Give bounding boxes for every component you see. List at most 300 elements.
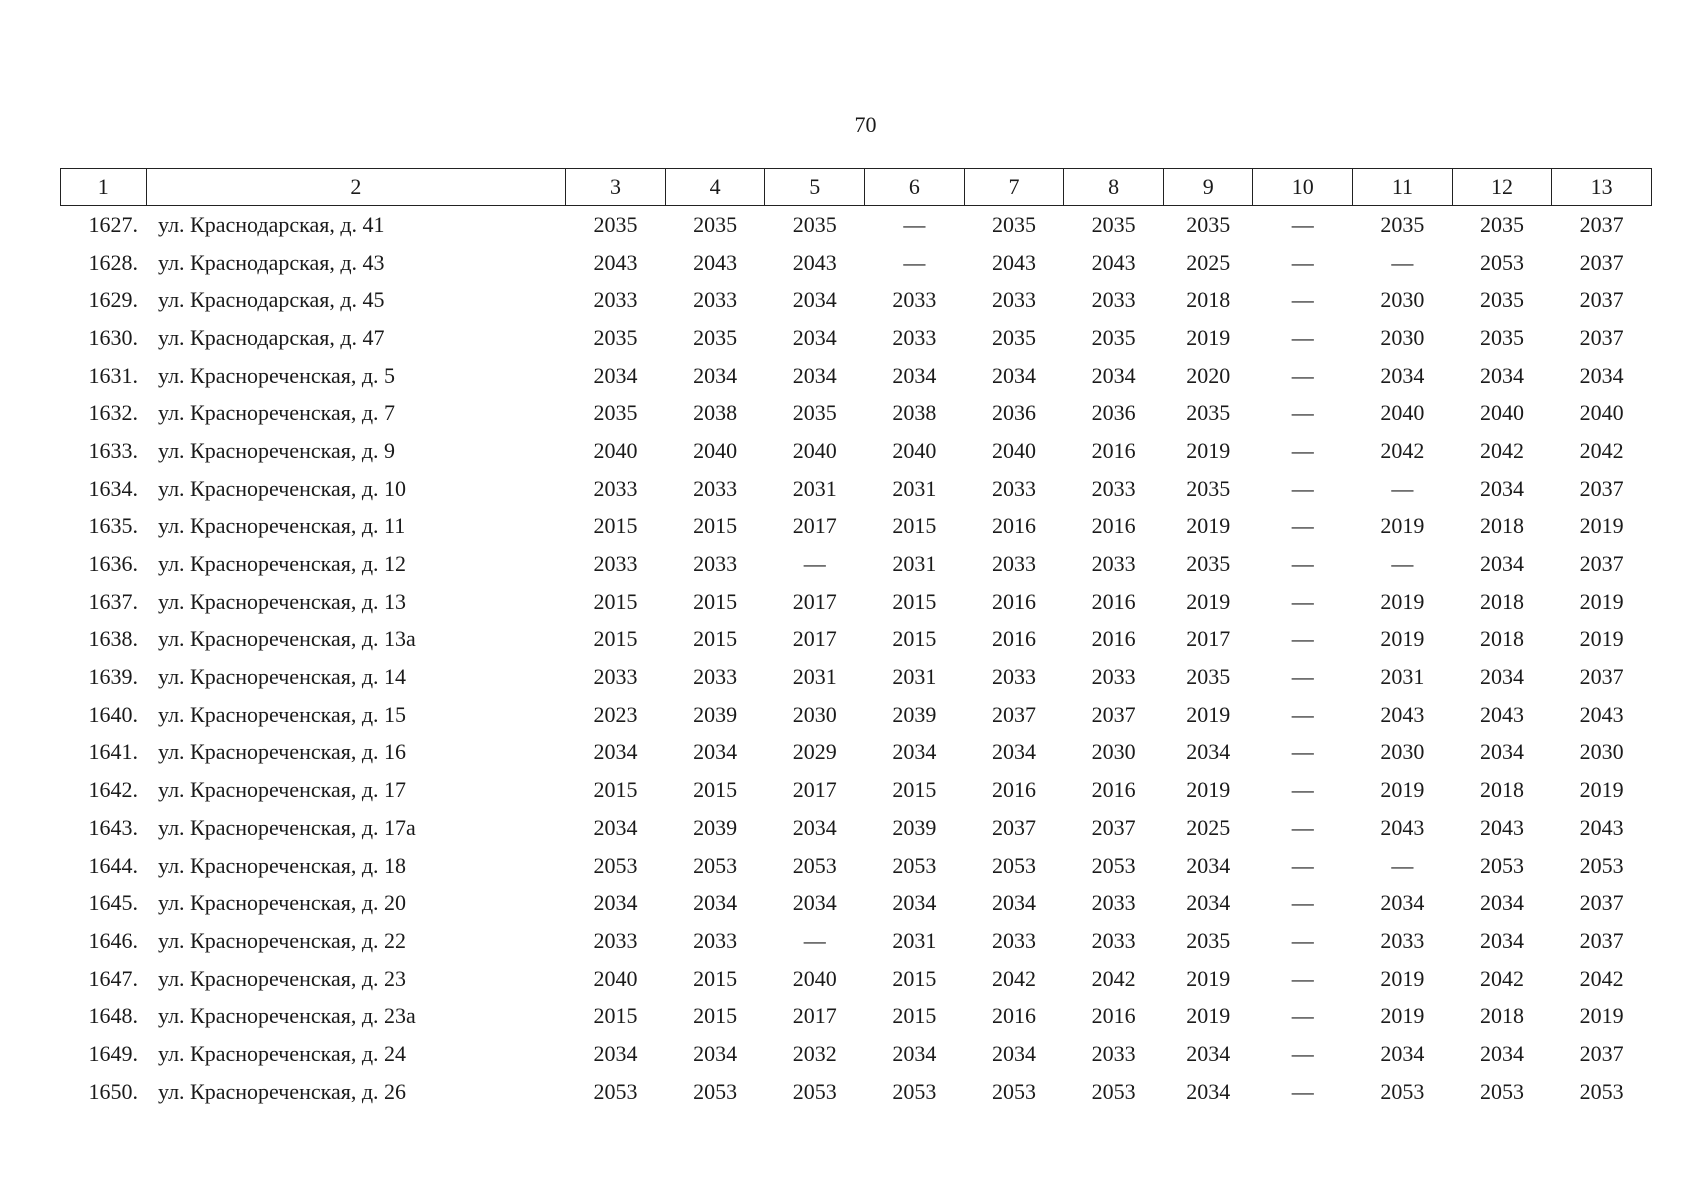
year-cell-col-4: 2035 <box>693 324 738 350</box>
address-cell: ул. Краснодарская, д. 41 <box>158 211 385 237</box>
year-cell-col-4: 2043 <box>693 249 738 275</box>
year-cell-col-6: 2031 <box>892 551 937 577</box>
year-cell-col-7: 2016 <box>991 1003 1036 1029</box>
year-cell-col-6: 2031 <box>892 664 937 690</box>
year-cell-col-10: — <box>1291 890 1314 916</box>
year-cell-col-8: 2016 <box>1091 513 1136 539</box>
year-cell-col-4: 2039 <box>693 701 738 727</box>
year-cell-col-9: 2035 <box>1186 664 1231 690</box>
year-cell-col-6: 2034 <box>892 362 937 388</box>
row-number: 1627. <box>88 211 139 237</box>
year-cell-col-7: 2034 <box>991 890 1036 916</box>
year-cell-col-7: 2016 <box>991 626 1036 652</box>
year-cell-col-7: 2040 <box>991 437 1036 463</box>
year-cell-col-3: 2053 <box>593 852 638 878</box>
column-header: 13 <box>1552 169 1652 206</box>
row-number: 1639. <box>88 664 139 690</box>
year-cell-col-8: 2033 <box>1091 664 1136 690</box>
table-row <box>61 847 1652 885</box>
year-cell-col-5: 2034 <box>792 287 837 313</box>
year-cell-col-7: 2033 <box>991 664 1036 690</box>
year-cell-col-8: 2030 <box>1091 739 1136 765</box>
year-cell-col-13: 2043 <box>1579 701 1624 727</box>
year-cell-col-5: 2053 <box>792 852 837 878</box>
year-cell-col-5: 2034 <box>792 362 837 388</box>
year-cell-col-12: 2034 <box>1480 664 1525 690</box>
table-row <box>61 244 1652 282</box>
year-cell-col-5: 2034 <box>792 324 837 350</box>
row-number: 1628. <box>88 249 139 275</box>
column-header: 6 <box>865 169 965 206</box>
year-cell-col-11: — <box>1391 249 1414 275</box>
year-cell-col-11: 2040 <box>1380 400 1425 426</box>
column-header: 3 <box>566 169 666 206</box>
address-cell: ул. Краснореченская, д. 20 <box>158 890 407 916</box>
row-number: 1640. <box>88 701 139 727</box>
address-cell: ул. Краснореченская, д. 17а <box>158 814 416 840</box>
year-cell-col-3: 2033 <box>593 927 638 953</box>
table-row <box>61 771 1652 809</box>
year-cell-col-3: 2015 <box>593 588 638 614</box>
year-cell-col-12: 2034 <box>1480 927 1525 953</box>
year-cell-col-9: 2019 <box>1186 324 1231 350</box>
year-cell-col-10: — <box>1291 513 1314 539</box>
year-cell-col-4: 2039 <box>693 814 738 840</box>
year-cell-col-5: 2034 <box>792 814 837 840</box>
year-cell-col-12: 2018 <box>1480 1003 1525 1029</box>
year-cell-col-7: 2033 <box>991 551 1036 577</box>
table-row <box>61 658 1652 696</box>
year-cell-col-7: 2034 <box>991 362 1036 388</box>
table-row <box>61 470 1652 508</box>
year-cell-col-13: 2037 <box>1579 211 1624 237</box>
year-cell-col-13: 2037 <box>1579 890 1624 916</box>
year-cell-col-5: 2053 <box>792 1078 837 1104</box>
year-cell-col-9: 2035 <box>1186 475 1231 501</box>
year-cell-col-3: 2034 <box>593 739 638 765</box>
table-row <box>61 432 1652 470</box>
year-cell-col-7: 2036 <box>991 400 1036 426</box>
year-cell-col-7: 2053 <box>991 1078 1036 1104</box>
table-row <box>61 206 1652 244</box>
year-cell-col-10: — <box>1291 324 1314 350</box>
year-cell-col-5: 2017 <box>792 1003 837 1029</box>
year-cell-col-5: 2034 <box>792 890 837 916</box>
year-cell-col-7: 2033 <box>991 927 1036 953</box>
year-cell-col-6: 2031 <box>892 927 937 953</box>
year-cell-col-4: 2015 <box>693 626 738 652</box>
year-cell-col-10: — <box>1291 287 1314 313</box>
year-cell-col-3: 2034 <box>593 814 638 840</box>
year-cell-col-6: — <box>903 211 926 237</box>
year-cell-col-5: 2035 <box>792 400 837 426</box>
year-cell-col-9: 2017 <box>1186 626 1231 652</box>
table-row <box>61 696 1652 734</box>
year-cell-col-5: 2017 <box>792 513 837 539</box>
table-row <box>61 281 1652 319</box>
column-header: 11 <box>1353 169 1453 206</box>
year-cell-col-13: 2037 <box>1579 551 1624 577</box>
year-cell-col-6: 2034 <box>892 1040 937 1066</box>
year-cell-col-5: 2031 <box>792 664 837 690</box>
year-cell-col-4: 2034 <box>693 739 738 765</box>
address-cell: ул. Краснореченская, д. 26 <box>158 1078 407 1104</box>
year-cell-col-7: 2034 <box>991 739 1036 765</box>
year-cell-col-12: 2018 <box>1480 777 1525 803</box>
row-number: 1644. <box>88 852 139 878</box>
year-cell-col-5: 2017 <box>792 588 837 614</box>
year-cell-col-6: 2034 <box>892 739 937 765</box>
year-cell-col-4: 2034 <box>693 890 738 916</box>
year-cell-col-7: 2037 <box>991 814 1036 840</box>
year-cell-col-10: — <box>1291 1078 1314 1104</box>
year-cell-col-3: 2033 <box>593 551 638 577</box>
year-cell-col-13: 2019 <box>1579 1003 1624 1029</box>
year-cell-col-4: 2053 <box>693 852 738 878</box>
year-cell-col-6: 2015 <box>892 513 937 539</box>
year-cell-col-13: 2037 <box>1579 664 1624 690</box>
row-number: 1629. <box>88 287 139 313</box>
address-cell: ул. Краснореченская, д. 17 <box>158 777 407 803</box>
year-cell-col-10: — <box>1291 664 1314 690</box>
year-cell-col-3: 2040 <box>593 437 638 463</box>
year-cell-col-4: 2033 <box>693 475 738 501</box>
year-cell-col-9: 2035 <box>1186 927 1231 953</box>
address-cell: ул. Краснодарская, д. 45 <box>158 287 385 313</box>
year-cell-col-4: 2033 <box>693 551 738 577</box>
year-cell-col-9: 2034 <box>1186 852 1231 878</box>
year-cell-col-4: 2034 <box>693 362 738 388</box>
year-cell-col-8: 2033 <box>1091 551 1136 577</box>
year-cell-col-10: — <box>1291 437 1314 463</box>
year-cell-col-12: 2053 <box>1480 1078 1525 1104</box>
row-number: 1631. <box>88 362 139 388</box>
year-cell-col-11: 2019 <box>1380 965 1425 991</box>
year-cell-col-6: 2038 <box>892 400 937 426</box>
year-cell-col-9: 2034 <box>1186 890 1231 916</box>
year-cell-col-6: 2015 <box>892 965 937 991</box>
year-cell-col-4: 2015 <box>693 513 738 539</box>
year-cell-col-8: 2033 <box>1091 927 1136 953</box>
year-cell-col-13: 2042 <box>1579 437 1624 463</box>
year-cell-col-7: 2016 <box>991 588 1036 614</box>
year-cell-col-4: 2033 <box>693 287 738 313</box>
year-cell-col-7: 2037 <box>991 701 1036 727</box>
year-cell-col-10: — <box>1291 626 1314 652</box>
row-number: 1649. <box>88 1040 139 1066</box>
year-cell-col-8: 2016 <box>1091 437 1136 463</box>
row-number: 1641. <box>88 739 139 765</box>
year-cell-col-6: 2015 <box>892 1003 937 1029</box>
year-cell-col-10: — <box>1291 1003 1314 1029</box>
year-cell-col-10: — <box>1291 777 1314 803</box>
year-cell-col-6: 2015 <box>892 777 937 803</box>
year-cell-col-13: 2037 <box>1579 287 1624 313</box>
year-cell-col-13: 2019 <box>1579 513 1624 539</box>
year-cell-col-4: 2015 <box>693 965 738 991</box>
column-header: 7 <box>964 169 1064 206</box>
year-cell-col-13: 2019 <box>1579 777 1624 803</box>
table-row <box>61 734 1652 772</box>
year-cell-col-11: 2019 <box>1380 588 1425 614</box>
year-cell-col-11: 2035 <box>1380 211 1425 237</box>
year-cell-col-9: 2020 <box>1186 362 1231 388</box>
year-cell-col-12: 2034 <box>1480 362 1525 388</box>
year-cell-col-13: 2037 <box>1579 249 1624 275</box>
year-cell-col-8: 2016 <box>1091 1003 1136 1029</box>
year-cell-col-3: 2053 <box>593 1078 638 1104</box>
year-cell-col-3: 2035 <box>593 324 638 350</box>
table-header <box>61 169 1652 206</box>
year-cell-col-8: 2034 <box>1091 362 1136 388</box>
page-number: 70 <box>854 112 877 137</box>
year-cell-col-7: 2034 <box>991 1040 1036 1066</box>
year-cell-col-12: 2043 <box>1480 701 1525 727</box>
column-header: 4 <box>665 169 765 206</box>
year-cell-col-9: 2035 <box>1186 211 1231 237</box>
year-cell-col-12: 2034 <box>1480 1040 1525 1066</box>
year-cell-col-8: 2037 <box>1091 814 1136 840</box>
year-cell-col-11: 2030 <box>1380 324 1425 350</box>
year-cell-col-11: 2034 <box>1380 890 1425 916</box>
address-cell: ул. Краснореченская, д. 23а <box>158 1003 416 1029</box>
year-cell-col-9: 2025 <box>1186 249 1231 275</box>
address-cell: ул. Краснореченская, д. 14 <box>158 664 407 690</box>
year-cell-col-12: 2053 <box>1480 249 1525 275</box>
year-cell-col-11: 2031 <box>1380 664 1425 690</box>
header-row <box>61 169 1652 206</box>
year-cell-col-5: 2040 <box>792 965 837 991</box>
table-body <box>61 206 1652 1111</box>
year-cell-col-4: 2015 <box>693 1003 738 1029</box>
year-cell-col-11: 2043 <box>1380 814 1425 840</box>
year-cell-col-10: — <box>1291 400 1314 426</box>
year-cell-col-8: 2033 <box>1091 890 1136 916</box>
year-cell-col-11: — <box>1391 475 1414 501</box>
year-cell-col-10: — <box>1291 739 1314 765</box>
year-cell-col-11: 2019 <box>1380 777 1425 803</box>
column-header: 8 <box>1064 169 1164 206</box>
address-cell: ул. Краснореченская, д. 12 <box>158 551 407 577</box>
year-cell-col-4: 2038 <box>693 400 738 426</box>
year-cell-col-6: 2031 <box>892 475 937 501</box>
column-header: 2 <box>146 169 566 206</box>
year-cell-col-10: — <box>1291 814 1314 840</box>
year-cell-col-12: 2035 <box>1480 324 1525 350</box>
year-cell-col-13: 2037 <box>1579 475 1624 501</box>
table-row <box>61 319 1652 357</box>
year-cell-col-13: 2034 <box>1579 362 1624 388</box>
year-cell-col-5: 2035 <box>792 211 837 237</box>
year-cell-col-7: 2016 <box>991 513 1036 539</box>
year-cell-col-9: 2025 <box>1186 814 1231 840</box>
year-cell-col-13: 2037 <box>1579 1040 1624 1066</box>
address-cell: ул. Краснореченская, д. 18 <box>158 852 407 878</box>
year-cell-col-12: 2042 <box>1480 437 1525 463</box>
year-cell-col-8: 2016 <box>1091 777 1136 803</box>
year-cell-col-8: 2053 <box>1091 1078 1136 1104</box>
year-cell-col-11: 2019 <box>1380 513 1425 539</box>
year-cell-col-6: 2033 <box>892 324 937 350</box>
year-cell-col-7: 2042 <box>991 965 1036 991</box>
year-cell-col-5: 2017 <box>792 777 837 803</box>
year-cell-col-6: 2039 <box>892 701 937 727</box>
address-cell: ул. Краснореченская, д. 11 <box>158 513 406 539</box>
year-cell-col-6: 2033 <box>892 287 937 313</box>
year-cell-col-11: 2034 <box>1380 1040 1425 1066</box>
year-cell-col-7: 2043 <box>991 249 1036 275</box>
year-cell-col-10: — <box>1291 927 1314 953</box>
year-cell-col-13: 2040 <box>1579 400 1624 426</box>
address-cell: ул. Краснореченская, д. 22 <box>158 927 407 953</box>
address-cell: ул. Краснореченская, д. 15 <box>158 701 407 727</box>
year-cell-col-7: 2033 <box>991 475 1036 501</box>
year-cell-col-13: 2043 <box>1579 814 1624 840</box>
row-number: 1637. <box>88 588 139 614</box>
year-cell-col-8: 2042 <box>1091 965 1136 991</box>
address-cell: ул. Краснореченская, д. 24 <box>158 1040 407 1066</box>
year-cell-col-11: 2042 <box>1380 437 1425 463</box>
year-cell-col-3: 2033 <box>593 475 638 501</box>
year-cell-col-3: 2035 <box>593 211 638 237</box>
year-cell-col-6: 2034 <box>892 890 937 916</box>
year-cell-col-7: 2033 <box>991 287 1036 313</box>
address-cell: ул. Краснореченская, д. 9 <box>158 437 396 463</box>
year-cell-col-5: 2032 <box>792 1040 837 1066</box>
year-cell-col-10: — <box>1291 1040 1314 1066</box>
year-cell-col-3: 2040 <box>593 965 638 991</box>
year-cell-col-12: 2042 <box>1480 965 1525 991</box>
year-cell-col-4: 2053 <box>693 1078 738 1104</box>
table-row <box>61 394 1652 432</box>
row-number: 1633. <box>88 437 139 463</box>
year-cell-col-10: — <box>1291 475 1314 501</box>
table-row <box>61 357 1652 395</box>
year-cell-col-11: 2019 <box>1380 1003 1425 1029</box>
row-number: 1645. <box>88 890 139 916</box>
row-number: 1632. <box>88 400 139 426</box>
table-row <box>61 809 1652 847</box>
row-number: 1636. <box>88 551 139 577</box>
table-row <box>61 1035 1652 1073</box>
year-cell-col-6: 2039 <box>892 814 937 840</box>
table-row <box>61 960 1652 998</box>
year-cell-col-3: 2034 <box>593 1040 638 1066</box>
column-header: 9 <box>1163 169 1253 206</box>
year-cell-col-12: 2035 <box>1480 211 1525 237</box>
year-cell-col-13: 2037 <box>1579 927 1624 953</box>
year-cell-col-11: 2030 <box>1380 739 1425 765</box>
year-cell-col-9: 2034 <box>1186 1040 1231 1066</box>
table-row <box>61 997 1652 1035</box>
year-cell-col-8: 2033 <box>1091 475 1136 501</box>
year-cell-col-12: 2043 <box>1480 814 1525 840</box>
year-cell-col-12: 2034 <box>1480 890 1525 916</box>
table-row <box>61 1073 1652 1111</box>
year-cell-col-8: 2016 <box>1091 588 1136 614</box>
year-cell-col-10: — <box>1291 211 1314 237</box>
year-cell-col-7: 2035 <box>991 211 1036 237</box>
year-cell-col-8: 2036 <box>1091 400 1136 426</box>
year-cell-col-10: — <box>1291 965 1314 991</box>
year-cell-col-10: — <box>1291 249 1314 275</box>
year-cell-col-9: 2019 <box>1186 513 1231 539</box>
year-cell-col-5: 2017 <box>792 626 837 652</box>
year-cell-col-9: 2019 <box>1186 588 1231 614</box>
address-cell: ул. Краснореченская, д. 16 <box>158 739 407 765</box>
year-cell-col-12: 2034 <box>1480 475 1525 501</box>
year-cell-col-3: 2033 <box>593 287 638 313</box>
year-cell-col-6: 2015 <box>892 588 937 614</box>
year-cell-col-13: 2053 <box>1579 1078 1624 1104</box>
year-cell-col-3: 2023 <box>593 701 638 727</box>
year-cell-col-3: 2033 <box>593 664 638 690</box>
year-cell-col-4: 2015 <box>693 777 738 803</box>
year-cell-col-3: 2015 <box>593 626 638 652</box>
year-cell-col-7: 2053 <box>991 852 1036 878</box>
column-header: 12 <box>1452 169 1552 206</box>
year-cell-col-12: 2034 <box>1480 739 1525 765</box>
table-row <box>61 922 1652 960</box>
year-cell-col-9: 2018 <box>1186 287 1231 313</box>
row-number: 1648. <box>88 1003 139 1029</box>
year-cell-col-9: 2034 <box>1186 1078 1231 1104</box>
year-cell-col-11: — <box>1391 551 1414 577</box>
year-cell-col-9: 2019 <box>1186 777 1231 803</box>
year-cell-col-4: 2015 <box>693 588 738 614</box>
year-cell-col-3: 2034 <box>593 890 638 916</box>
year-cell-col-11: 2034 <box>1380 362 1425 388</box>
year-cell-col-9: 2019 <box>1186 1003 1231 1029</box>
year-cell-col-8: 2043 <box>1091 249 1136 275</box>
year-cell-col-4: 2033 <box>693 927 738 953</box>
row-number: 1646. <box>88 927 139 953</box>
year-cell-col-5: 2043 <box>792 249 837 275</box>
year-cell-col-12: 2018 <box>1480 588 1525 614</box>
year-cell-col-10: — <box>1291 362 1314 388</box>
year-cell-col-11: 2043 <box>1380 701 1425 727</box>
year-cell-col-8: 2053 <box>1091 852 1136 878</box>
year-cell-col-5: 2040 <box>792 437 837 463</box>
column-header: 1 <box>61 169 147 206</box>
table-row <box>61 508 1652 546</box>
row-number: 1634. <box>88 475 139 501</box>
year-cell-col-13: 2053 <box>1579 852 1624 878</box>
year-cell-col-12: 2053 <box>1480 852 1525 878</box>
year-cell-col-6: 2053 <box>892 1078 937 1104</box>
year-cell-col-11: — <box>1391 852 1414 878</box>
year-cell-col-5: 2029 <box>792 739 837 765</box>
year-cell-col-6: — <box>903 249 926 275</box>
year-cell-col-13: 2030 <box>1579 739 1624 765</box>
year-cell-col-11: 2030 <box>1380 287 1425 313</box>
year-cell-col-3: 2015 <box>593 777 638 803</box>
year-cell-col-10: — <box>1291 551 1314 577</box>
row-number: 1650. <box>88 1078 139 1104</box>
table-row <box>61 621 1652 659</box>
year-cell-col-8: 2035 <box>1091 324 1136 350</box>
year-cell-col-13: 2042 <box>1579 965 1624 991</box>
table-row <box>61 884 1652 922</box>
year-cell-col-8: 2037 <box>1091 701 1136 727</box>
year-cell-col-5: 2031 <box>792 475 837 501</box>
year-cell-col-4: 2040 <box>693 437 738 463</box>
year-cell-col-11: 2053 <box>1380 1078 1425 1104</box>
year-cell-col-5: 2030 <box>792 701 837 727</box>
address-cell: ул. Краснореченская, д. 23 <box>158 965 407 991</box>
year-cell-col-9: 2019 <box>1186 965 1231 991</box>
year-cell-col-9: 2019 <box>1186 437 1231 463</box>
